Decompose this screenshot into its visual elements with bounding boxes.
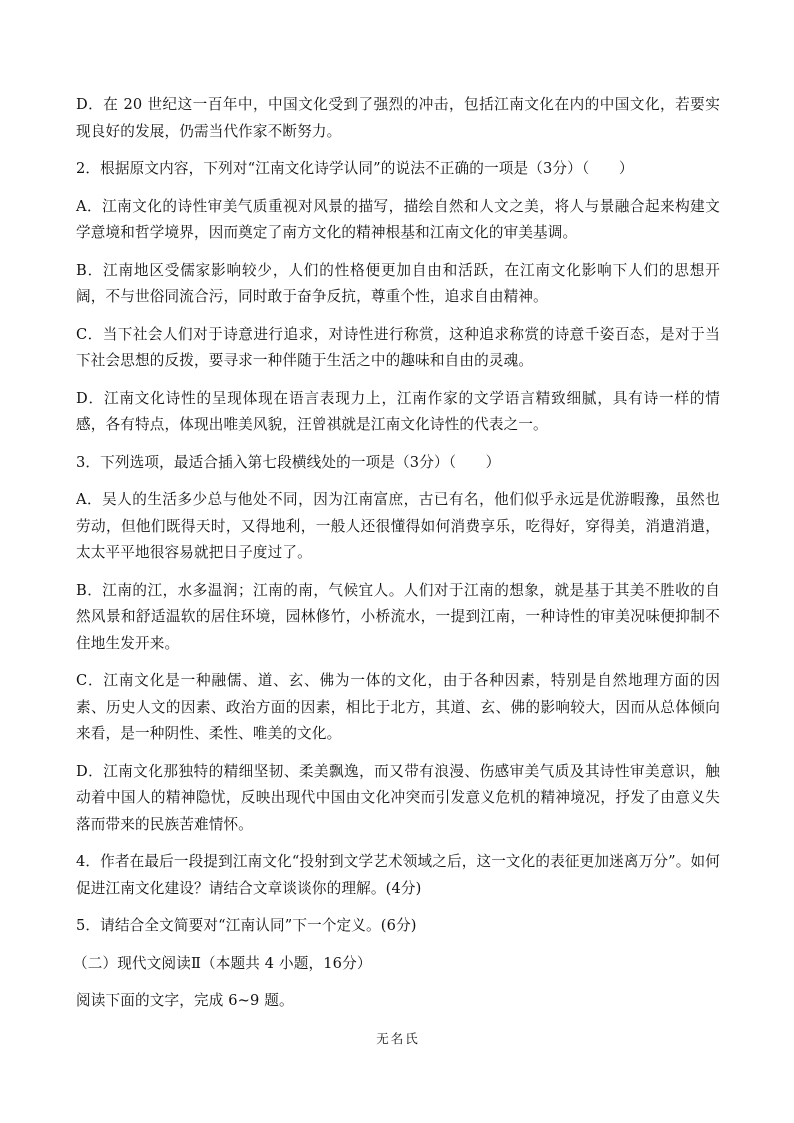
story-title: 无名氏 xyxy=(376,1030,420,1046)
question-4: 4．作者在最后一段提到江南文化“投射到文学艺术领域之后，这一文化的表征更加迷离万分”。如何促进江南文化建设？请结合文章谈谈你的理解。(4分) xyxy=(76,853,720,897)
question-2: 2．根据原文内容，下列对“江南文化诗学认同”的说法不正确的一项是（3分）（ ） xyxy=(76,160,634,177)
reading-instruction: 阅读下面的文字，完成 6~9 题。 xyxy=(76,992,294,1009)
document-page xyxy=(73,92,720,1047)
option-a-q3: A．吴人的生活多少总与他处不同，因为江南富庶，古已有名，他们似乎永远是优游暇豫，虽然也劳动，但他们既得天时，又得地利，一般人还很懂得如何消费享乐，吃得好，穿得美，消遣消遣，太太平平地很容易就把日子度过了。 xyxy=(76,491,720,561)
section-heading: （二）现代文阅读Ⅱ（本题共 4 小题，16分） xyxy=(73,954,372,972)
option-c-q2: C．当下社会人们对于诗意进行追求，对诗性进行称赏，这种追求称赏的诗意千姿百态，是对于当下社会思想的反拨，要寻求一种伴随于生活之中的趣味和自由的灵魂。 xyxy=(76,325,720,369)
option-d-q2: D．江南文化诗性的呈现体现在语言表现力上，江南作家的文学语言精致细腻，具有诗一样的情感，各有特点，体现出唯美风貌，汪曾祺就是江南文化诗性的代表之一。 xyxy=(76,389,720,433)
option-d-q1: D．在 20 世纪这一百年中，中国文化受到了强烈的冲击，包括江南文化在内的中国文化，若要实现良好的发展，仍需当代作家不断努力。 xyxy=(76,96,720,140)
question-3: 3．下列选项，最适合插入第七段横线处的一项是（3分）（ ） xyxy=(76,453,501,471)
option-b-q3: B．江南的江，水多温润；江南的南，气候宜人。人们对于江南的想象，就是基于其美不胜收的自然风景和舒适温软的居住环境，园林修竹，小桥流水，一提到江南，一种诗性的审美况味便抑制不住地生发开来。 xyxy=(76,581,720,652)
option-a-q2: A．江南文化的诗性审美气质重视对风景的描写，描绘自然和人文之美，将人与景融合起来构建文学意境和哲学境界，因而奠定了南方文化的精神根基和江南文化的审美基调。 xyxy=(76,197,720,241)
question-5: 5．请结合全文简要对“江南认同”下一个定义。(6分) xyxy=(76,917,417,934)
option-d-q3: D．江南文化那独特的精细坚韧、柔美飘逸，而又带有浪漫、伤感审美气质及其诗性审美意识，触动着中国人的精神隐忧，反映出现代中国由文化冲突而引发意义危机的精神境况，抒发了由意义失落而带来的民族苦难情怀。 xyxy=(76,762,720,833)
option-b-q2: B．江南地区受儒家影响较少，人们的性格便更加自由和活跃，在江南文化影响下人们的思想开阔，不与世俗同流合污，同时敢于奋争反抗，尊重个性，追求自由精神。 xyxy=(76,261,720,305)
option-c-q3: C．江南文化是一种融儒、道、玄、佛为一体的文化，由于各种因素，特别是自然地理方面的因素、历史人文的因素、政治方面的因素，相比于北方，其道、玄、佛的影响较大，因而从总体倾向来看，是一种阴性、柔性、唯美的文化。 xyxy=(76,672,720,742)
